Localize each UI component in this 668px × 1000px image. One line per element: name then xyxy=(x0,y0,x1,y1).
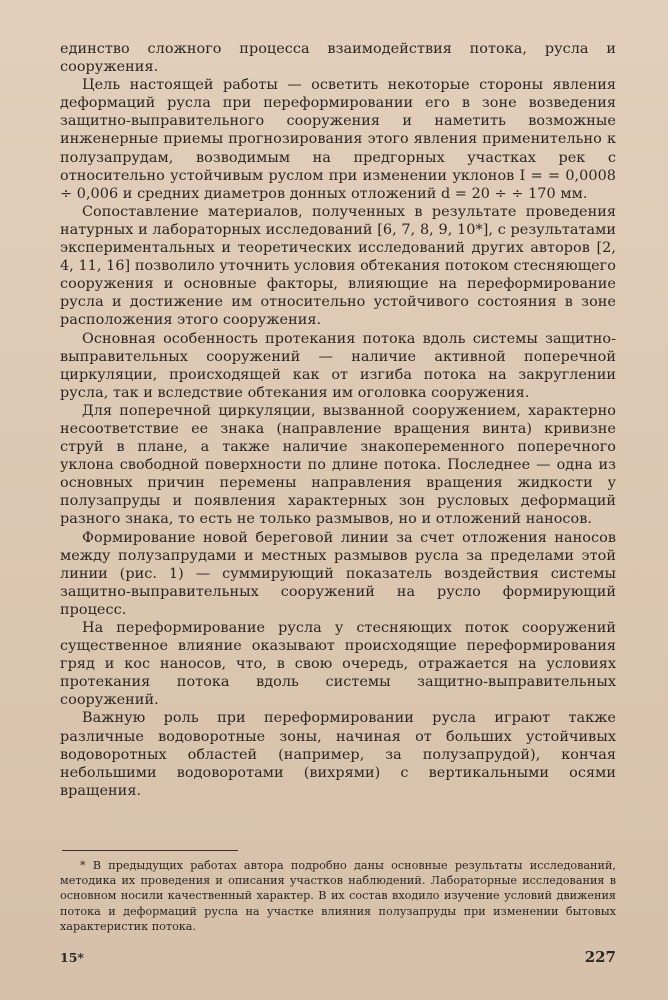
paragraph-8: Важную роль при переформировании русла играют также различные водоворотные зоны, начиная от больших устойчивых водоворотных областей (например, за полузапрудой), кончая небольшими водоворотами (вихрями) с вертикальными осями вращения. xyxy=(60,710,616,799)
paragraph-1: единство сложного процесса взаимодействия потока, русла и сооружения. xyxy=(60,41,616,76)
paragraph-3: Сопоставление материалов, полученных в результате проведения натурных и лабораторных исследований [6, 7, 8, 9, 10*], с результатами экспериментальных и теоретических исследований других авторов [2, 4, 11, 16] позволило уточнить условия обтекания потоком стесняющего сооружения и основные факторы, влияющие на переформирование русла и достижение им относительно устойчивого состояния в зоне расположения этого сооружения. xyxy=(60,203,616,329)
signature-mark: 15* xyxy=(60,950,84,965)
footnote xyxy=(60,858,616,934)
page-number: 227 xyxy=(584,948,616,966)
footnote-divider xyxy=(62,850,238,851)
paragraph-7: На переформирование русла у стесняющих поток сооружений существенное влияние оказывают происходящие переформирования гряд и кос наносов, что, в свою очередь, отражается на условиях протекания потока вдоль системы защитно-выправительных сооружений. xyxy=(60,620,616,709)
paragraph-2: Цель настоящей работы — осветить некоторые стороны явления деформаций русла при переформировании его в зоне возведения защитно-выправительного сооружения и наметить возможные инженерные приемы прогнозирования этого явления применительно к полузапрудам, возводимым на предгорных участках рек с относительно устойчивым руслом при изменении уклонов I = = 0,0008 ÷ 0,006 и средних диаметров донных отложений d = 20 ÷ ÷ 170 мм. xyxy=(60,77,616,202)
paragraph-4: Основная особенность протекания потока вдоль системы защитно-выправительных сооружений — наличие активной поперечной циркуляции, происходящей как от изгиба потока на закруглении русла, так и вследствие обтекания им оголовка сооружения. xyxy=(60,330,616,401)
footnote-text: * В предыдущих работах автора подробно даны основные результаты исследований, методика их проведения и описания участков наблюдений. Лабораторные исследования в основном носили качественный характер. В их состав входило изучение условий движения потока и деформаций русла на участке влияния полузапруды при изменении бытовых характеристик потока. xyxy=(60,859,616,933)
paragraph-5: Для поперечной циркуляции, вызванной сооружением, характерно несоответствие ее знака (направление вращения винта) кривизне струй в плане, а также наличие знакопеременного поперечного уклона свободной поверхности по длине потока. Последнее — одна из основных причин перемены направления вращения жидкости у полузапруды и появления характерных зон русловых деформаций разного знака, то есть не только размывов, но и отложений наносов. xyxy=(60,402,616,528)
main-text xyxy=(60,40,616,800)
paragraph-6: Формирование новой береговой линии за счет отложения наносов между полузапрудами и местных размывов русла за пределами этой линии (рис. 1) — суммирующий показатель воздействия системы защитно-выправительных сооружений на русло формирующий процесс. xyxy=(60,529,616,618)
